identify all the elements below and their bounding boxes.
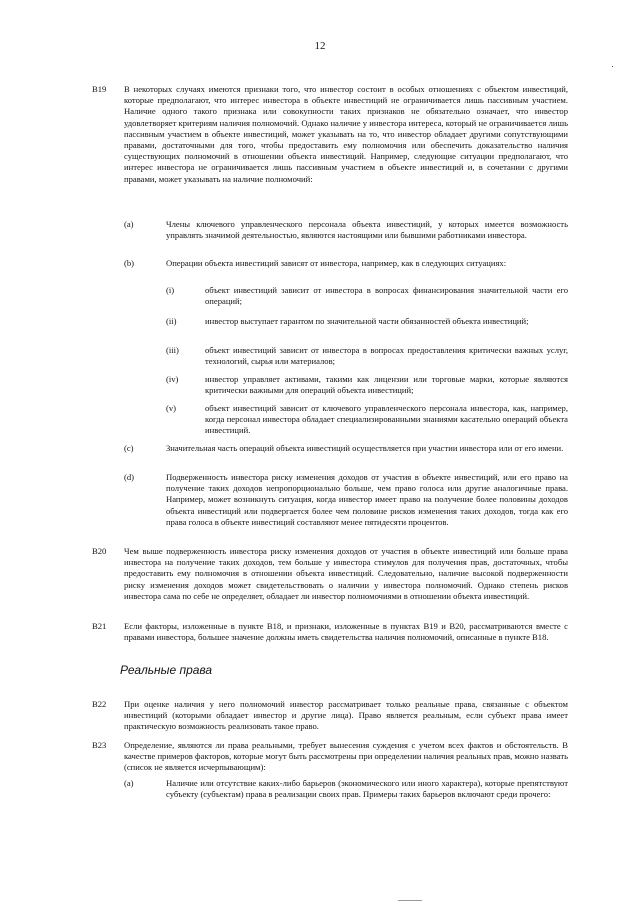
subitem-label-b19-b-ii: (ii) [166,316,177,326]
subitem-label-b19-b-v: (v) [166,403,177,413]
page-number: 12 [314,40,326,52]
scan-speck [398,900,422,901]
item-label-b19-b: (b) [124,258,135,268]
item-label-b19-a: (a) [124,219,134,229]
subitem-b19-b-i: объект инвестиций зависит от инвестора в вопросах финансирования значительной части его операций; [205,285,568,307]
item-b19-a: Члены ключевого управленческого персонала объекта инвестиций, у которых имеется возможность управлять значимой деятельностью, являются настоящими или бывшими работниками инвестора. [166,219,568,241]
item-label-b19-d: (d) [124,472,135,482]
subitem-label-b19-b-iii: (iii) [166,345,179,355]
item-b19-d: Подверженность инвестора риску изменения доходов от участия в объекте инвестиций, или его право на получение таких доходов непропорционально больше, чем право голоса или другие аналогичные права. Например, может возникнуть ситуация, когда инвестор имеет право на получение более половины доходов объекта инвестиций или подвергается более чем половине рисков изменения таких доходов, тогда как его права голоса в объекте инвестиций составляют менее пятидесяти процентов. [166,472,568,527]
item-b23-a: Наличие или отсутствие каких-либо барьеров (экономического или иного характера), которые препятствуют субъекту (субъектам) права в реализации своих прав. Примеры таких барьеров включают среди прочего: [166,778,568,800]
subitem-b19-b-ii: инвестор выступает гарантом по значительной части обязанностей объекта инвестиций; [205,316,529,326]
subitem-label-b19-b-i: (i) [166,285,175,295]
paragraph-number-b21: B21 [92,621,107,631]
paragraph-b22: При оценке наличия у него полномочий инвестор рассматривает только реальные права, связанные с объектом инвестиций (которыми обладает инвестор и другие лица). Право является реальным, если субъект права имеет практическую возможность реализовать такое право. [124,699,568,732]
item-label-b23-a: (a) [124,778,134,788]
paragraph-b19: В некоторых случаях имеются признаки того, что инвестор состоит в особых отношениях с объектом инвестиций, которые предполагают, что интерес инвестора в объекте инвестиций не ограничивается лишь пассивным участием. Наличие одного такого признака или совокупности таких признаков не обязательно означает, что инвестор удовлетворяет критериям наличия полномочий. Однако наличие у инвестора интереса, который не ограничивается лишь пассивным участием в объекте инвестиций, может указывать на то, что инвестор обладает другими сопутствующими правами, достаточными для того, чтобы предоставить ему полномочия или обеспечить доказательство наличия существующих полномочий в отношении объекта инвестиций. Например, следующие ситуации предполагают, что интерес инвестора не ограничивается лишь пассивным участием в объекте инвестиций и, в сочетании с другими правами, может указывать на наличие полномочий: [124,84,568,184]
scan-speck [612,66,613,67]
item-label-b19-c: (c) [124,443,134,453]
subitem-b19-b-iv: инвестор управляет активами, такими как лицензии или торговые марки, которые являются критически важными для операций объекта инвестиций; [205,374,568,396]
subitem-b19-b-v: объект инвестиций зависит от ключевого управленческого персонала инвестора, как, например, когда персонал инвестора обладает специализированными знаниями касательно операций объекта инвестиций. [205,403,568,436]
section-heading: Реальные права [120,663,213,677]
paragraph-number-b23: B23 [92,740,107,750]
paragraph-b20: Чем выше подверженность инвестора риску изменения доходов от участия в объекте инвестиций или больше права инвестора на получение таких доходов, тем больше у инвестора стимулов для получения прав, достаточных, чтобы предоставить ему полномочия в отношении объекта инвестиций. Следовательно, наличие высокой подверженности риску изменения доходов может свидетельствовать о наличии у инвестора полномочий. Однако степень рисков инвестора сама по себе не определяет, обладает ли инвестор полномочиями в отношении объекта инвестиций. [124,546,568,601]
subitem-b19-b-iii: объект инвестиций зависит от инвестора в вопросах предоставления критически важных услуг, технологий, сырья или материалов; [205,345,568,367]
item-b19-c: Значительная часть операций объекта инвестиций осуществляется при участии инвестора или от его имени. [166,443,564,453]
paragraph-number-b20: B20 [92,546,107,556]
paragraph-number-b19: B19 [92,84,107,94]
paragraph-b21: Если факторы, изложенные в пункте B18, и признаки, изложенные в пунктах B19 и B20, рассматриваются вместе с правами инвестора, большее значение должны иметь свидетельства наличия полномочий, описанные в пункте B18. [124,621,568,643]
paragraph-number-b22: B22 [92,699,107,709]
paragraph-b23: Определение, являются ли права реальными, требует вынесения суждения с учетом всех фактов и обстоятельств. В качестве примеров факторов, которые могут быть рассмотрены при определении наличия реальных прав, можно назвать (список не является исчерпывающим): [124,740,568,773]
subitem-label-b19-b-iv: (iv) [166,374,179,384]
item-b19-b: Операции объекта инвестиций зависят от инвестора, например, как в следующих ситуациях: [166,258,507,268]
